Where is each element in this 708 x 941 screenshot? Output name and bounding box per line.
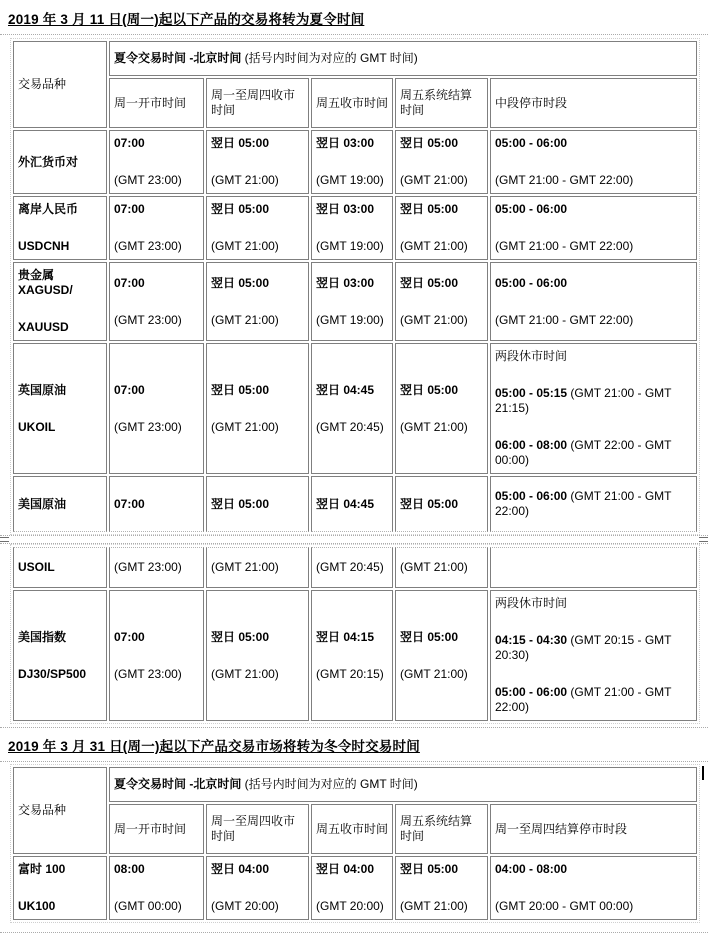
time-cell xyxy=(206,590,309,721)
time-line: 04:00 - 08:00 xyxy=(495,862,568,876)
time-cell xyxy=(109,196,204,260)
time-line: 翌日 05:00 xyxy=(211,629,270,644)
time-cell xyxy=(395,343,488,474)
time-line: 翌日 03:00 xyxy=(316,275,375,290)
time-cell xyxy=(311,130,393,194)
time-cell xyxy=(490,547,697,588)
time-cell xyxy=(490,262,697,341)
time-line: (GMT 20:00) xyxy=(316,899,384,913)
header-row-main xyxy=(13,767,697,802)
column-header: 周五系统结算时间 xyxy=(395,78,488,128)
product-name: USOIL xyxy=(18,560,55,574)
time-line: (GMT 23:00) xyxy=(114,312,182,327)
time-cell xyxy=(311,547,393,588)
time-cell xyxy=(311,196,393,260)
time-line: 05:00 - 06:00 (GMT 21:00 - GMT 22:00) xyxy=(495,685,672,714)
time-cell xyxy=(311,856,393,920)
column-header: 周一至周四收市时间 xyxy=(206,804,309,854)
time-cell xyxy=(395,547,488,588)
column-header: 周五收市时间 xyxy=(311,78,393,128)
time-line: 07:00 xyxy=(114,496,145,511)
product-cell xyxy=(13,547,107,588)
product-name: 贵金属 XAGUSD/ xyxy=(18,268,73,297)
time-line: (GMT 20:45) xyxy=(316,560,384,574)
time-line: 07:00 xyxy=(114,382,145,397)
trading-hours-table xyxy=(10,38,700,535)
product-name: 离岸人民币 xyxy=(18,202,79,216)
time-line: (GMT 23:00) xyxy=(114,666,182,681)
time-cell xyxy=(490,476,697,532)
time-cell xyxy=(490,196,697,260)
products-column-header: 交易品种 xyxy=(13,767,107,854)
time-cell xyxy=(490,343,697,474)
header-row-columns xyxy=(13,78,697,128)
trading-hours-table xyxy=(10,544,700,724)
table-row xyxy=(13,547,697,588)
time-line: 05:00 - 06:00 xyxy=(495,275,568,290)
time-line: 翌日 05:00 xyxy=(400,136,459,150)
time-cell xyxy=(109,343,204,474)
time-line: (GMT 20:00) xyxy=(211,899,279,913)
product-cell xyxy=(13,343,107,474)
time-line: (GMT 21:00) xyxy=(400,239,468,253)
column-header: 周一开市时间 xyxy=(109,78,204,128)
time-line: 翌日 03:00 xyxy=(316,202,375,216)
time-cell xyxy=(490,590,697,721)
time-line: (GMT 23:00) xyxy=(114,239,182,253)
time-line: (GMT 21:00) xyxy=(400,666,468,681)
column-header: 周一至周四收市时间 xyxy=(206,78,309,128)
title-block-summer xyxy=(0,0,708,34)
time-cell xyxy=(109,130,204,194)
column-header: 周五系统结算时间 xyxy=(395,804,488,854)
time-line: (GMT 21:00) xyxy=(400,312,468,327)
product-name: DJ30/SP500 xyxy=(18,666,87,681)
time-line: (GMT 19:00) xyxy=(316,312,384,327)
time-cell xyxy=(206,262,309,341)
time-line: (GMT 21:00) xyxy=(211,239,279,253)
time-line: 翌日 05:00 xyxy=(211,382,270,397)
product-name: USDCNH xyxy=(18,239,70,253)
time-line: 05:00 - 06:00 xyxy=(495,202,568,216)
time-line: 翌日 05:00 xyxy=(211,496,270,511)
time-line: 翌日 05:00 xyxy=(400,496,459,511)
table-row xyxy=(13,343,697,474)
time-line: 翌日 05:00 xyxy=(211,202,270,216)
winter-table xyxy=(10,764,700,923)
time-cell xyxy=(109,856,204,920)
product-name: 富时 100 xyxy=(18,862,66,876)
table-row xyxy=(13,262,697,341)
product-name: 英国原油 xyxy=(18,382,67,397)
time-cell xyxy=(395,262,488,341)
time-line: (GMT 23:00) xyxy=(114,419,182,434)
time-cell xyxy=(206,130,309,194)
product-cell xyxy=(13,856,107,920)
time-line: (GMT 19:00) xyxy=(316,173,384,187)
summer-table-part-2 xyxy=(10,544,700,724)
time-line: (GMT 20:15) xyxy=(316,666,384,681)
time-line: 07:00 xyxy=(114,275,145,290)
time-line: 翌日 04:45 xyxy=(316,382,375,397)
column-header: 中段停市时段 xyxy=(490,78,697,128)
time-cell xyxy=(206,476,309,532)
time-cell xyxy=(311,590,393,721)
time-line: (GMT 23:00) xyxy=(114,173,182,187)
time-line: 翌日 05:00 xyxy=(211,136,270,150)
time-cell xyxy=(395,476,488,532)
product-cell xyxy=(13,130,107,194)
winter-time-title: 2019 年 3 月 31 日(周一)起以下产品交易市场将转为冬令时交易时间 xyxy=(8,739,420,754)
time-line: (GMT 21:00) xyxy=(400,899,468,913)
time-line: (GMT 21:00) xyxy=(211,173,279,187)
time-line: (GMT 21:00) xyxy=(400,560,468,574)
time-line: 05:00 - 05:15 (GMT 21:00 - GMT 21:15) xyxy=(495,386,672,415)
page-bottom-whitespace xyxy=(0,933,708,941)
time-line: 翌日 03:00 xyxy=(316,136,375,150)
products-column-header: 交易品种 xyxy=(13,41,107,128)
time-line: (GMT 21:00 - GMT 22:00) xyxy=(495,239,634,253)
time-cell xyxy=(395,196,488,260)
time-cell xyxy=(206,856,309,920)
time-line: (GMT 00:00) xyxy=(114,899,182,913)
product-name: XAUUSD xyxy=(18,320,69,334)
summer-table-part-1 xyxy=(10,38,700,535)
column-header: 周一开市时间 xyxy=(109,804,204,854)
time-cell xyxy=(206,343,309,474)
time-line: 两段休市时间 xyxy=(495,596,568,610)
time-line: (GMT 20:00 - GMT 00:00) xyxy=(495,899,634,913)
time-line: 翌日 05:00 xyxy=(400,382,459,397)
time-cell xyxy=(311,262,393,341)
time-line: 07:00 xyxy=(114,629,145,644)
product-cell xyxy=(13,476,107,532)
time-line: (GMT 20:45) xyxy=(316,419,384,434)
time-cell xyxy=(395,130,488,194)
text-cursor-artifact xyxy=(702,766,704,780)
time-line: 翌日 05:00 xyxy=(400,862,459,876)
summer-time-title: 2019 年 3 月 11 日(周一)起以下产品的交易将转为夏令时间 xyxy=(8,12,365,27)
time-cell xyxy=(490,130,697,194)
product-name: UKOIL xyxy=(18,419,56,434)
table-row xyxy=(13,130,697,194)
time-line: (GMT 21:00) xyxy=(211,666,279,681)
page-break-marker xyxy=(0,535,708,544)
beijing-time-header: 夏令交易时间 -北京时间 (括号内时间为对应的 GMT 时间) xyxy=(109,41,697,76)
time-line: (GMT 21:00 - GMT 22:00) xyxy=(495,312,634,327)
product-cell xyxy=(13,262,107,341)
time-line: 05:00 - 06:00 xyxy=(495,136,568,150)
time-line: 翌日 05:00 xyxy=(400,202,459,216)
time-line: 翌日 04:00 xyxy=(211,862,270,876)
time-line: (GMT 21:00 - GMT 22:00) xyxy=(495,173,634,187)
table-row xyxy=(13,476,697,532)
product-name: 外汇货币对 xyxy=(18,154,79,169)
time-cell xyxy=(206,547,309,588)
time-cell xyxy=(395,856,488,920)
time-line: (GMT 21:00) xyxy=(211,419,279,434)
table-row xyxy=(13,590,697,721)
time-cell xyxy=(109,262,204,341)
column-header: 周一至周四结算停市时段 xyxy=(490,804,697,854)
time-cell xyxy=(395,590,488,721)
beijing-time-header: 夏令交易时间 -北京时间 (括号内时间为对应的 GMT 时间) xyxy=(109,767,697,802)
product-name: 美国指数 xyxy=(18,629,67,644)
time-cell xyxy=(109,476,204,532)
time-line: 翌日 05:00 xyxy=(400,275,459,290)
title-block-winter xyxy=(0,728,708,761)
time-line: (GMT 19:00) xyxy=(316,239,384,253)
time-line: 04:15 - 04:30 (GMT 20:15 - GMT 20:30) xyxy=(495,633,672,662)
time-line: (GMT 21:00) xyxy=(400,173,468,187)
time-line: 05:00 - 06:00 (GMT 21:00 - GMT 22:00) xyxy=(495,489,672,518)
table-row xyxy=(13,856,697,920)
page-boundary-line xyxy=(0,34,708,35)
trading-hours-table xyxy=(10,764,700,923)
column-header: 周五收市时间 xyxy=(311,804,393,854)
time-line: 翌日 04:45 xyxy=(316,496,375,511)
product-name: 美国原油 xyxy=(18,496,67,511)
time-line: 翌日 05:00 xyxy=(211,275,270,290)
time-line: (GMT 21:00) xyxy=(211,560,279,574)
time-line: 两段休市时间 xyxy=(495,349,568,363)
time-cell xyxy=(109,590,204,721)
time-line: 翌日 04:15 xyxy=(316,629,375,644)
time-line: (GMT 21:00) xyxy=(400,419,468,434)
time-cell xyxy=(311,476,393,532)
time-line: 06:00 - 08:00 (GMT 22:00 - GMT 00:00) xyxy=(495,438,672,467)
time-line: (GMT 21:00) xyxy=(211,312,279,327)
product-cell xyxy=(13,196,107,260)
time-line: 07:00 xyxy=(114,136,145,150)
time-line: (GMT 23:00) xyxy=(114,560,182,574)
product-name: UK100 xyxy=(18,899,56,913)
header-row-main xyxy=(13,41,697,76)
time-line: 08:00 xyxy=(114,862,145,876)
time-cell xyxy=(490,856,697,920)
table-row xyxy=(13,196,697,260)
time-cell xyxy=(206,196,309,260)
time-cell xyxy=(109,547,204,588)
time-line: 07:00 xyxy=(114,202,145,216)
time-line: 翌日 04:00 xyxy=(316,862,375,876)
time-line: 翌日 05:00 xyxy=(400,629,459,644)
product-cell xyxy=(13,590,107,721)
time-cell xyxy=(311,343,393,474)
page-boundary-line xyxy=(0,761,708,762)
header-row-columns xyxy=(13,804,697,854)
